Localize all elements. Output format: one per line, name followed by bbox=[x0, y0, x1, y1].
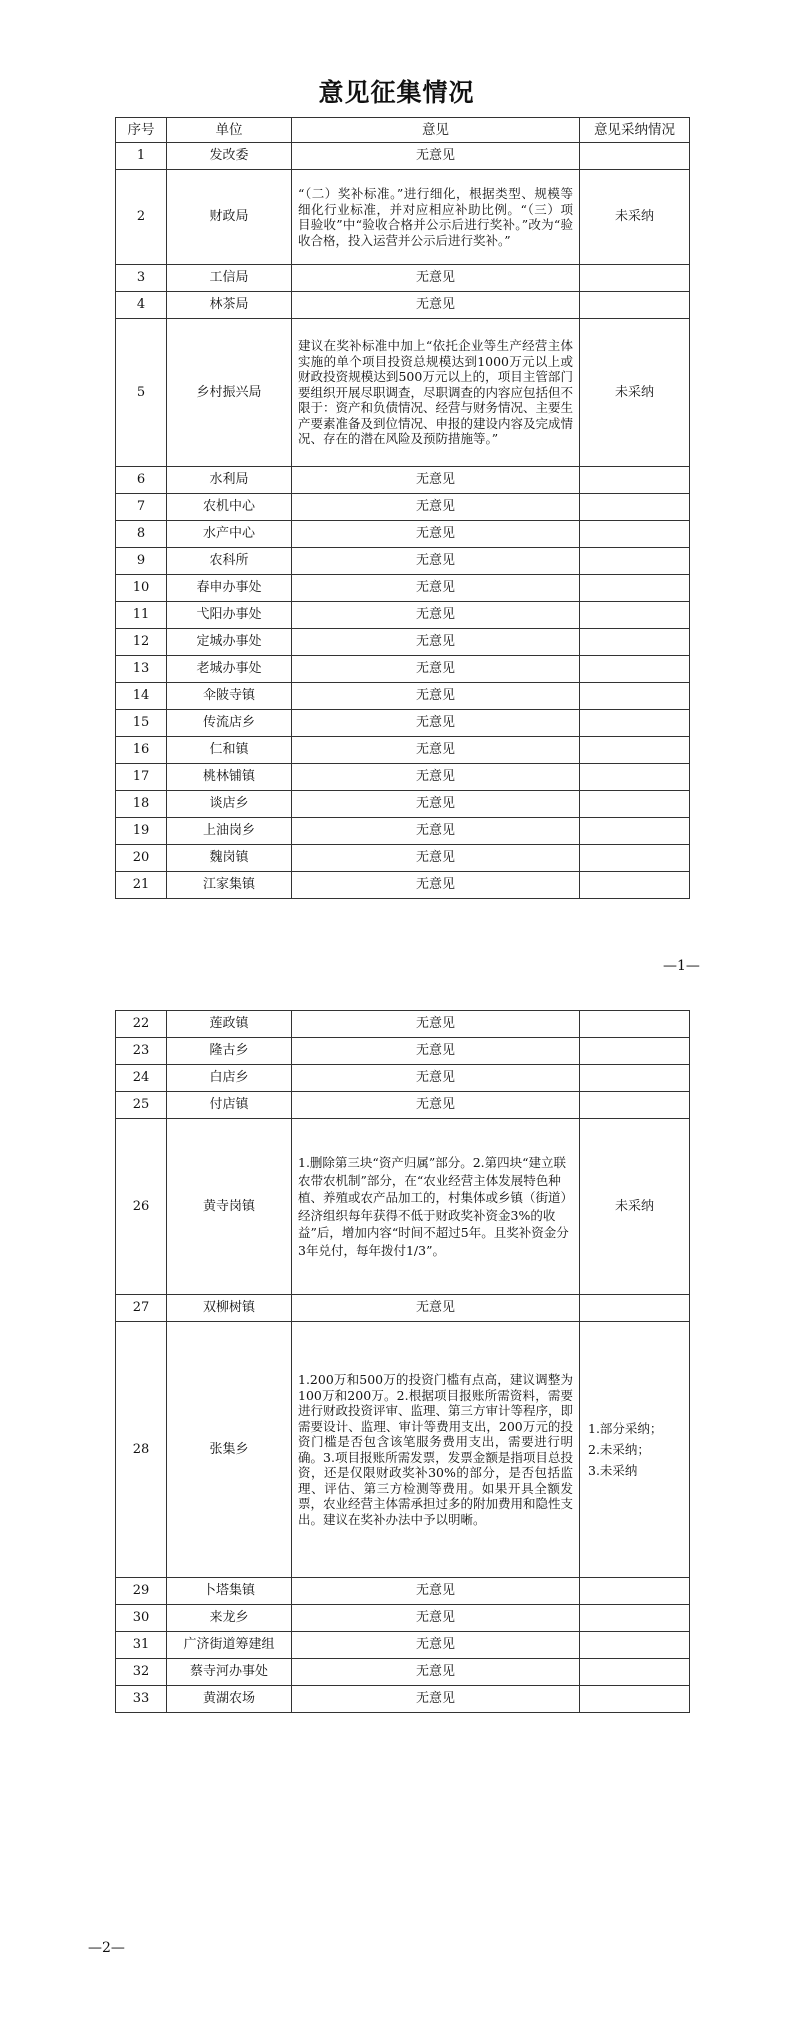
table-row bbox=[116, 1632, 690, 1659]
row-no: 12 bbox=[116, 629, 167, 656]
table-row bbox=[116, 1011, 690, 1038]
row-status bbox=[580, 1038, 690, 1065]
table-row bbox=[116, 467, 690, 494]
row-opinion: 无意见 bbox=[292, 1578, 580, 1605]
row-unit: 黄湖农场 bbox=[167, 1686, 292, 1713]
row-no: 15 bbox=[116, 710, 167, 737]
row-unit: 林茶局 bbox=[167, 292, 292, 319]
row-opinion: 无意见 bbox=[292, 629, 580, 656]
row-no: 8 bbox=[116, 521, 167, 548]
table-row bbox=[116, 1686, 690, 1713]
table-row bbox=[116, 602, 690, 629]
row-unit: 农机中心 bbox=[167, 494, 292, 521]
row-opinion: 无意见 bbox=[292, 737, 580, 764]
row-unit: 农科所 bbox=[167, 548, 292, 575]
row-unit: 桃林铺镇 bbox=[167, 764, 292, 791]
row-opinion: 无意见 bbox=[292, 265, 580, 292]
row-opinion: 无意见 bbox=[292, 548, 580, 575]
row-no: 20 bbox=[116, 845, 167, 872]
row-opinion: “（二）奖补标准。”进行细化，根据类型、规模等细化行业标准，并对应相应补助比例。“（三）项目验收”中“验收合格并公示后进行奖补。”改为“验收合格，投入运营并公示后进行奖补。” bbox=[292, 170, 580, 265]
row-status bbox=[580, 845, 690, 872]
row-unit: 发改委 bbox=[167, 143, 292, 170]
table-row bbox=[116, 1295, 690, 1322]
table-row bbox=[116, 629, 690, 656]
row-opinion: 无意见 bbox=[292, 292, 580, 319]
row-status bbox=[580, 602, 690, 629]
row-opinion: 无意见 bbox=[292, 521, 580, 548]
row-opinion: 无意见 bbox=[292, 818, 580, 845]
table-row bbox=[116, 265, 690, 292]
table-row bbox=[116, 737, 690, 764]
page-number: —2— bbox=[88, 1940, 125, 1956]
opinion-table-page-1 bbox=[115, 117, 690, 899]
row-no: 3 bbox=[116, 265, 167, 292]
row-status bbox=[580, 265, 690, 292]
row-status bbox=[580, 1578, 690, 1605]
row-unit: 谈店乡 bbox=[167, 791, 292, 818]
row-status: 未采纳 bbox=[580, 170, 690, 265]
status-item: 1.部分采纳； bbox=[588, 1421, 663, 1436]
row-status bbox=[580, 1092, 690, 1119]
row-unit: 定城办事处 bbox=[167, 629, 292, 656]
row-opinion: 无意见 bbox=[292, 1295, 580, 1322]
table-row bbox=[116, 548, 690, 575]
row-status bbox=[580, 1659, 690, 1686]
status-item: 2.未采纳； bbox=[588, 1442, 650, 1457]
row-status bbox=[580, 656, 690, 683]
row-unit: 黄寺岗镇 bbox=[167, 1119, 292, 1295]
row-no: 21 bbox=[116, 872, 167, 899]
table-row bbox=[116, 1065, 690, 1092]
header-no: 序号 bbox=[116, 118, 167, 143]
row-no: 29 bbox=[116, 1578, 167, 1605]
row-no: 16 bbox=[116, 737, 167, 764]
row-unit: 魏岗镇 bbox=[167, 845, 292, 872]
row-status bbox=[580, 710, 690, 737]
row-no: 24 bbox=[116, 1065, 167, 1092]
row-no: 18 bbox=[116, 791, 167, 818]
row-no: 22 bbox=[116, 1011, 167, 1038]
row-opinion: 无意见 bbox=[292, 845, 580, 872]
row-no: 27 bbox=[116, 1295, 167, 1322]
table-header-row bbox=[116, 118, 690, 143]
row-no: 14 bbox=[116, 683, 167, 710]
row-no: 13 bbox=[116, 656, 167, 683]
row-no: 9 bbox=[116, 548, 167, 575]
table-row bbox=[116, 292, 690, 319]
row-unit: 水产中心 bbox=[167, 521, 292, 548]
row-no: 28 bbox=[116, 1322, 167, 1578]
header-opinion: 意见 bbox=[292, 118, 580, 143]
row-status bbox=[580, 494, 690, 521]
row-status bbox=[580, 575, 690, 602]
header-unit: 单位 bbox=[167, 118, 292, 143]
row-no: 31 bbox=[116, 1632, 167, 1659]
row-unit: 工信局 bbox=[167, 265, 292, 292]
row-no: 26 bbox=[116, 1119, 167, 1295]
row-status: 未采纳 bbox=[580, 319, 690, 467]
row-opinion: 无意见 bbox=[292, 656, 580, 683]
page-title: 意见征集情况 bbox=[318, 78, 475, 107]
row-opinion: 无意见 bbox=[292, 467, 580, 494]
header-status: 意见采纳情况 bbox=[580, 118, 690, 143]
row-status bbox=[580, 683, 690, 710]
row-no: 6 bbox=[116, 467, 167, 494]
row-unit: 江家集镇 bbox=[167, 872, 292, 899]
row-unit: 春申办事处 bbox=[167, 575, 292, 602]
row-opinion: 无意见 bbox=[292, 1686, 580, 1713]
row-no: 4 bbox=[116, 292, 167, 319]
row-unit: 张集乡 bbox=[167, 1322, 292, 1578]
row-unit: 广济街道筹建组 bbox=[167, 1632, 292, 1659]
row-opinion: 无意见 bbox=[292, 1092, 580, 1119]
table-row bbox=[116, 872, 690, 899]
row-unit: 传流店乡 bbox=[167, 710, 292, 737]
row-status bbox=[580, 1011, 690, 1038]
row-opinion: 建议在奖补标准中加上“依托企业等生产经营主体实施的单个项目投资总规模达到1000万元以上或财政投资规模达到500万元以上的，项目主管部门要组织开展尽职调查，尽职调查的内容应包括但不限于：资产和负债情况、经营与财务情况、主要生产要素准备及到位情况、申报的建设内容及完成情况、存在的潜在风险及预防措施等。” bbox=[292, 319, 580, 467]
row-status bbox=[580, 791, 690, 818]
table-row bbox=[116, 494, 690, 521]
row-status bbox=[580, 548, 690, 575]
row-opinion: 无意见 bbox=[292, 143, 580, 170]
row-status: 未采纳 bbox=[580, 1119, 690, 1295]
table-row bbox=[116, 575, 690, 602]
row-no: 17 bbox=[116, 764, 167, 791]
table-row bbox=[116, 1605, 690, 1632]
row-unit: 莲政镇 bbox=[167, 1011, 292, 1038]
status-item: 3.未采纳 bbox=[588, 1463, 638, 1478]
row-opinion: 无意见 bbox=[292, 791, 580, 818]
table-row bbox=[116, 710, 690, 737]
row-opinion: 无意见 bbox=[292, 575, 580, 602]
row-status bbox=[580, 1632, 690, 1659]
row-opinion: 1.200万和500万的投资门槛有点高，建议调整为100万和200万。2.根据项目报账所需资料，需要进行财政投资评审、监理、第三方审计等程序，即需要设计、监理、审计等费用支出，200万元的投资门槛是否包含该笔服务费用支出，需要进行明确。3.项目报账所需发票，发票金额是指项目总投资，还是仅限财政奖补30%的部分，是否包括监理、评估、第三方检测等费用。如果开具全额发票，农业经营主体需承担过多的附加费用和隐性支出。建议在奖补办法中予以明晰。 bbox=[292, 1322, 580, 1578]
row-no: 10 bbox=[116, 575, 167, 602]
row-status bbox=[580, 818, 690, 845]
row-no: 19 bbox=[116, 818, 167, 845]
row-unit: 付店镇 bbox=[167, 1092, 292, 1119]
table-row bbox=[116, 683, 690, 710]
row-unit: 卜塔集镇 bbox=[167, 1578, 292, 1605]
row-status-list bbox=[580, 1322, 690, 1578]
table-row bbox=[116, 319, 690, 467]
row-no: 5 bbox=[116, 319, 167, 467]
row-unit: 隆古乡 bbox=[167, 1038, 292, 1065]
row-opinion: 无意见 bbox=[292, 1065, 580, 1092]
row-status bbox=[580, 737, 690, 764]
row-unit: 弋阳办事处 bbox=[167, 602, 292, 629]
row-no: 1 bbox=[116, 143, 167, 170]
table-row bbox=[116, 1659, 690, 1686]
row-opinion: 无意见 bbox=[292, 494, 580, 521]
row-opinion: 无意见 bbox=[292, 1605, 580, 1632]
row-no: 11 bbox=[116, 602, 167, 629]
row-opinion: 无意见 bbox=[292, 1038, 580, 1065]
row-status bbox=[580, 1686, 690, 1713]
row-unit: 来龙乡 bbox=[167, 1605, 292, 1632]
row-opinion: 1.删除第三块“资产归属”部分。2.第四块“建立联农带农机制”部分，在“农业经营主体发展特色种植、养殖或农产品加工的，村集体或乡镇（街道）经济组织每年获得不低于财政奖补资金3%的收益”后，增加内容“时间不超过5年。且奖补资金分3年兑付，每年拨付1/3”。 bbox=[292, 1119, 580, 1295]
table-row bbox=[116, 1578, 690, 1605]
table-row bbox=[116, 656, 690, 683]
table-row bbox=[116, 845, 690, 872]
row-unit: 白店乡 bbox=[167, 1065, 292, 1092]
row-no: 33 bbox=[116, 1686, 167, 1713]
row-status bbox=[580, 467, 690, 494]
row-unit: 上油岗乡 bbox=[167, 818, 292, 845]
table-row bbox=[116, 764, 690, 791]
row-no: 7 bbox=[116, 494, 167, 521]
table-row bbox=[116, 521, 690, 548]
row-unit: 蔡寺河办事处 bbox=[167, 1659, 292, 1686]
row-status bbox=[580, 872, 690, 899]
row-opinion: 无意见 bbox=[292, 872, 580, 899]
row-status bbox=[580, 1295, 690, 1322]
row-no: 25 bbox=[116, 1092, 167, 1119]
row-no: 2 bbox=[116, 170, 167, 265]
row-opinion: 无意见 bbox=[292, 710, 580, 737]
row-status bbox=[580, 629, 690, 656]
row-unit: 老城办事处 bbox=[167, 656, 292, 683]
table-row bbox=[116, 1092, 690, 1119]
page-number: —1— bbox=[663, 958, 700, 974]
row-status bbox=[580, 1065, 690, 1092]
table-row bbox=[116, 1038, 690, 1065]
row-unit: 水利局 bbox=[167, 467, 292, 494]
row-status bbox=[580, 521, 690, 548]
row-status bbox=[580, 292, 690, 319]
row-unit: 财政局 bbox=[167, 170, 292, 265]
row-opinion: 无意见 bbox=[292, 764, 580, 791]
opinion-table-page-2 bbox=[115, 1010, 690, 1713]
row-status bbox=[580, 1605, 690, 1632]
table-row bbox=[116, 1119, 690, 1295]
row-opinion: 无意见 bbox=[292, 683, 580, 710]
row-unit: 乡村振兴局 bbox=[167, 319, 292, 467]
table-row bbox=[116, 170, 690, 265]
row-unit: 仁和镇 bbox=[167, 737, 292, 764]
row-opinion: 无意见 bbox=[292, 602, 580, 629]
row-opinion: 无意见 bbox=[292, 1659, 580, 1686]
row-no: 30 bbox=[116, 1605, 167, 1632]
row-status bbox=[580, 764, 690, 791]
row-opinion: 无意见 bbox=[292, 1011, 580, 1038]
table-row bbox=[116, 143, 690, 170]
row-status bbox=[580, 143, 690, 170]
row-unit: 伞陂寺镇 bbox=[167, 683, 292, 710]
row-no: 32 bbox=[116, 1659, 167, 1686]
row-unit: 双柳树镇 bbox=[167, 1295, 292, 1322]
table-row bbox=[116, 1322, 690, 1578]
row-no: 23 bbox=[116, 1038, 167, 1065]
row-opinion: 无意见 bbox=[292, 1632, 580, 1659]
table-row bbox=[116, 818, 690, 845]
table-row bbox=[116, 791, 690, 818]
